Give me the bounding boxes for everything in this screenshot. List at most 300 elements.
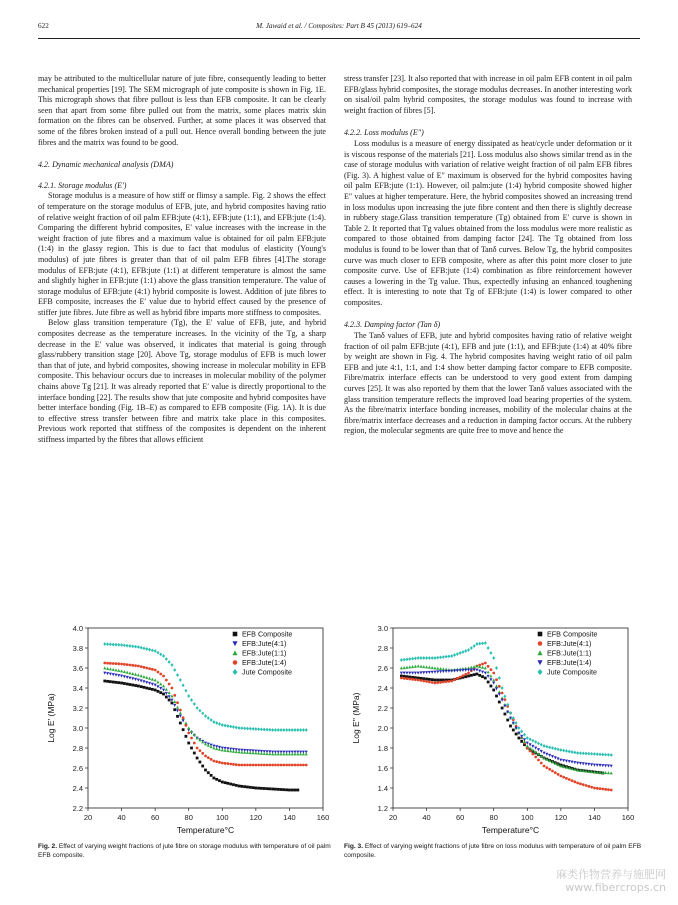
data-point bbox=[428, 671, 431, 674]
data-point bbox=[126, 683, 129, 686]
data-point bbox=[305, 728, 308, 732]
data-point bbox=[168, 691, 171, 694]
data-point bbox=[537, 759, 540, 762]
data-point bbox=[571, 779, 574, 782]
data-point bbox=[285, 764, 288, 767]
data-point bbox=[504, 698, 507, 701]
x-tick-label: 140 bbox=[588, 813, 601, 822]
data-point bbox=[489, 674, 492, 677]
data-point bbox=[590, 763, 593, 766]
data-point bbox=[576, 782, 579, 785]
data-point bbox=[187, 742, 190, 745]
data-point bbox=[260, 752, 263, 755]
data-point bbox=[179, 678, 182, 682]
data-point bbox=[137, 665, 140, 668]
figure-3 bbox=[345, 620, 640, 840]
data-point bbox=[534, 740, 537, 744]
data-point bbox=[131, 677, 134, 680]
right-column bbox=[344, 74, 632, 437]
data-point bbox=[252, 764, 255, 767]
data-point bbox=[176, 706, 179, 709]
data-point bbox=[501, 686, 504, 690]
data-point bbox=[238, 726, 241, 730]
data-point bbox=[439, 670, 442, 673]
data-point bbox=[503, 705, 506, 708]
data-point bbox=[157, 690, 160, 693]
data-point bbox=[470, 666, 473, 669]
data-point bbox=[263, 787, 266, 790]
data-point bbox=[545, 745, 548, 749]
data-point bbox=[593, 752, 596, 756]
data-point bbox=[173, 668, 176, 672]
caption-text: Effect of varying weight fractions of jute fibre on storage modulus with temperature of oil palm EFB composite. bbox=[38, 843, 331, 859]
data-point bbox=[243, 764, 246, 767]
section-heading: 4.2. Dynamic mechanical analysis (DMA) bbox=[38, 160, 174, 170]
data-point bbox=[179, 715, 182, 718]
data-point bbox=[288, 764, 291, 767]
subsection-heading: 4.2.1. Storage modulus (E′) bbox=[38, 180, 127, 190]
data-point bbox=[288, 789, 291, 792]
data-point bbox=[154, 689, 157, 692]
data-point bbox=[501, 699, 504, 702]
data-point bbox=[475, 669, 478, 672]
data-point bbox=[282, 788, 285, 791]
data-point bbox=[476, 673, 479, 676]
data-point bbox=[411, 678, 414, 681]
data-point bbox=[271, 764, 274, 767]
data-point bbox=[117, 681, 120, 684]
data-point bbox=[405, 672, 408, 675]
data-point bbox=[232, 783, 235, 786]
data-point bbox=[182, 719, 185, 722]
data-point bbox=[467, 675, 470, 678]
data-point bbox=[520, 740, 523, 743]
data-point bbox=[548, 754, 551, 757]
data-point bbox=[428, 678, 431, 681]
paragraph: may be attributed to the multicellular nature of jute fibre, consequently leading to better mechanical properties [19]. The SEM micrograph of jute composite is shown in Fig. 1E. This micrograph shows that fibre pullout is less than EFB composite. It can be clearly seen that apart from some fibre pulled out from the matrix, some places matrix skin formation on the fibres can be observed. Further, at some places it was observed that some of the fibres broken instead of a pull out. Hence overall bonding between the jute fibres and the matrix was found to be good. bbox=[38, 74, 326, 147]
data-point bbox=[263, 728, 266, 732]
data-point bbox=[299, 752, 302, 755]
data-point bbox=[408, 672, 411, 675]
data-point bbox=[285, 752, 288, 755]
data-point bbox=[439, 681, 442, 684]
data-point bbox=[487, 681, 490, 684]
data-point bbox=[154, 669, 157, 672]
data-point bbox=[411, 672, 414, 675]
data-point bbox=[282, 728, 285, 732]
data-point bbox=[151, 683, 154, 686]
y-tick-label: 1.8 bbox=[377, 744, 388, 753]
data-point bbox=[218, 779, 221, 782]
data-point bbox=[302, 728, 305, 732]
data-point bbox=[475, 642, 478, 646]
legend-label: EFB:Jute(1:1) bbox=[242, 648, 287, 658]
data-point bbox=[433, 671, 436, 674]
data-point bbox=[226, 749, 229, 752]
data-point bbox=[417, 679, 420, 682]
legend-marker bbox=[537, 660, 542, 665]
data-point bbox=[252, 751, 255, 754]
data-point bbox=[445, 680, 448, 683]
caption-label: Fig. 3. bbox=[344, 843, 364, 850]
data-point bbox=[215, 747, 218, 750]
data-point bbox=[492, 672, 495, 675]
data-point bbox=[134, 673, 137, 676]
data-point bbox=[232, 750, 235, 753]
data-point bbox=[123, 675, 126, 678]
data-point bbox=[221, 762, 224, 765]
data-point bbox=[420, 679, 423, 682]
y-tick-label: 2.4 bbox=[72, 784, 83, 793]
data-point bbox=[243, 727, 246, 731]
data-point bbox=[411, 665, 414, 668]
data-point bbox=[473, 644, 476, 648]
data-point bbox=[293, 728, 296, 732]
data-point bbox=[263, 764, 266, 767]
plot-frame bbox=[88, 628, 323, 808]
watermark-line: 麻类作物营养与施肥网 bbox=[556, 868, 666, 881]
data-point bbox=[408, 678, 411, 681]
data-point bbox=[543, 765, 546, 768]
data-point bbox=[291, 764, 294, 767]
watermark-line: www.fibercrops.cn bbox=[565, 881, 666, 894]
data-point bbox=[207, 716, 210, 720]
data-point bbox=[148, 677, 151, 680]
data-point bbox=[260, 764, 263, 767]
data-point bbox=[571, 761, 574, 764]
data-point bbox=[199, 749, 202, 752]
data-point bbox=[551, 770, 554, 773]
data-point bbox=[159, 687, 162, 690]
data-point bbox=[529, 746, 532, 749]
data-point bbox=[506, 719, 509, 722]
data-point bbox=[495, 684, 498, 687]
data-point bbox=[285, 728, 288, 732]
data-point bbox=[238, 764, 241, 767]
data-point bbox=[246, 764, 249, 767]
data-point bbox=[243, 785, 246, 788]
data-point bbox=[112, 662, 115, 665]
data-point bbox=[473, 669, 476, 672]
data-point bbox=[590, 752, 593, 756]
data-point bbox=[120, 669, 123, 672]
legend-label: EFB:Jute(1:4) bbox=[242, 658, 287, 668]
data-point bbox=[168, 699, 171, 702]
data-point bbox=[212, 720, 215, 724]
data-point bbox=[179, 722, 182, 725]
data-point bbox=[540, 762, 543, 765]
data-point bbox=[554, 771, 557, 774]
data-point bbox=[137, 685, 140, 688]
data-point bbox=[498, 676, 501, 680]
data-point bbox=[495, 695, 498, 698]
data-point bbox=[439, 667, 442, 670]
data-point bbox=[487, 675, 490, 678]
data-point bbox=[568, 750, 571, 754]
data-point bbox=[610, 765, 613, 768]
data-point bbox=[436, 667, 439, 670]
data-point bbox=[302, 752, 305, 755]
data-point bbox=[302, 764, 305, 767]
data-point bbox=[156, 651, 159, 655]
data-point bbox=[414, 665, 417, 668]
data-point bbox=[503, 695, 506, 699]
data-point bbox=[447, 670, 450, 673]
data-point bbox=[587, 752, 590, 756]
data-point bbox=[523, 738, 526, 741]
legend-marker bbox=[538, 641, 543, 646]
data-point bbox=[596, 752, 599, 756]
data-point bbox=[148, 648, 151, 652]
data-point bbox=[196, 706, 199, 710]
data-point bbox=[187, 726, 190, 729]
data-point bbox=[531, 745, 534, 748]
data-point bbox=[573, 780, 576, 783]
data-point bbox=[305, 764, 308, 767]
y-tick-label: 3.0 bbox=[377, 624, 388, 633]
data-point bbox=[114, 674, 117, 677]
legend-marker bbox=[232, 641, 237, 646]
data-point bbox=[114, 668, 117, 671]
data-point bbox=[422, 680, 425, 683]
data-point bbox=[509, 725, 512, 728]
data-point bbox=[296, 764, 299, 767]
y-tick-label: 2.8 bbox=[377, 644, 388, 653]
data-point bbox=[123, 682, 126, 685]
data-point bbox=[115, 681, 118, 684]
data-point bbox=[165, 679, 168, 682]
data-point bbox=[210, 745, 213, 748]
data-point bbox=[235, 763, 238, 766]
data-point bbox=[106, 672, 109, 675]
data-point bbox=[492, 682, 495, 685]
data-point bbox=[604, 788, 607, 791]
data-point bbox=[576, 762, 579, 765]
data-point bbox=[128, 677, 131, 680]
y-tick-label: 4.0 bbox=[72, 624, 83, 633]
data-point bbox=[218, 722, 221, 726]
data-point bbox=[145, 676, 148, 679]
x-tick-label: 40 bbox=[117, 813, 126, 822]
data-point bbox=[165, 657, 168, 661]
data-point bbox=[526, 736, 529, 740]
caption-text: Effect of varying weight fractions of jute fibre on loss modulus with temperature of oil palm EFB composite. bbox=[344, 843, 642, 859]
data-point bbox=[545, 753, 548, 756]
data-point bbox=[165, 696, 168, 699]
data-point bbox=[117, 669, 120, 672]
data-point bbox=[201, 752, 204, 755]
data-point bbox=[604, 764, 607, 767]
data-point bbox=[495, 678, 498, 681]
data-point bbox=[456, 677, 459, 680]
data-point bbox=[557, 757, 560, 760]
data-point bbox=[176, 701, 179, 704]
data-point bbox=[400, 677, 403, 680]
data-point bbox=[221, 723, 224, 727]
data-point bbox=[126, 676, 129, 679]
y-tick-label: 1.2 bbox=[377, 804, 388, 813]
data-point bbox=[224, 762, 227, 765]
data-point bbox=[459, 669, 462, 672]
legend-label: EFB:Jute(1:4) bbox=[547, 658, 592, 668]
data-point bbox=[123, 644, 126, 648]
data-point bbox=[170, 699, 173, 702]
data-point bbox=[448, 680, 451, 683]
data-point bbox=[226, 782, 229, 785]
data-point bbox=[296, 728, 299, 732]
legend-label: Jute Composite bbox=[547, 667, 597, 677]
data-point bbox=[120, 675, 123, 678]
data-point bbox=[540, 743, 543, 747]
data-point bbox=[140, 685, 143, 688]
data-point bbox=[187, 732, 190, 735]
data-point bbox=[131, 664, 134, 667]
data-point bbox=[400, 666, 403, 669]
data-point bbox=[277, 728, 280, 732]
data-point bbox=[492, 689, 495, 692]
x-tick-label: 20 bbox=[388, 813, 398, 822]
data-point bbox=[442, 681, 445, 684]
data-point bbox=[442, 655, 445, 659]
data-point bbox=[512, 729, 515, 732]
data-point bbox=[109, 680, 112, 683]
data-point bbox=[137, 679, 140, 682]
y-tick-label: 1.4 bbox=[377, 784, 388, 793]
y-axis-label: Log E' (MPa) bbox=[46, 693, 56, 743]
data-point bbox=[529, 750, 532, 753]
data-point bbox=[294, 789, 297, 792]
data-point bbox=[182, 728, 185, 731]
data-point bbox=[587, 785, 590, 788]
data-point bbox=[296, 752, 299, 755]
figure-3-caption bbox=[344, 843, 644, 861]
data-point bbox=[568, 778, 571, 781]
data-point bbox=[417, 656, 420, 660]
data-point bbox=[531, 748, 534, 751]
watermark bbox=[556, 868, 666, 894]
data-point bbox=[145, 647, 148, 651]
data-point bbox=[128, 671, 131, 674]
data-point bbox=[599, 787, 602, 790]
data-point bbox=[481, 666, 484, 669]
data-point bbox=[582, 783, 585, 786]
data-point bbox=[117, 662, 120, 665]
data-point bbox=[405, 666, 408, 669]
data-point bbox=[280, 788, 283, 791]
data-point bbox=[607, 764, 610, 767]
data-point bbox=[431, 666, 434, 669]
paragraph: Loss modulus is a measure of energy dissipated as heat/cycle under deformation or it is viscous response of the materials [21]. Loss modulus also shows similar trend as in the case of storage modulus with variation of relative weight fraction of oil palm EFB fibres (Fig. 3). A highest value of E″ maximum is observed for the hybrid composites having oil palm EFB:jute (1:1). However, oil palm:jute (1:4) hybrid composite showed higher E″ values at higher temperature. Here, the hybrid composites showed an increasing trend in loss modulus upon increasing the jute fibre content and then there is slightly decrease in rubbery stage.Glass transition temperature (Tg) obtained from E′ curve is shown in Table 2. It reported that Tg values obtained from the loss modulus were more realistic as compared to those obtained from damping factor [24]. The Tg obtained from loss modulus is found to be lower than that of Tanδ curves. Below Tg, the hybrid composites curve was much closer to EFB composite, where as after this point more closer to jute composite curve. Use of EFB:jute (1:4) combination as fibre reinforcement however causes a lowering in the Tg value. Thus, expectedly infusing an enhanced toughening effect. It is interesting to note that Tg of EFB:jute (1:4) is lower compared to other composites. bbox=[344, 138, 632, 307]
data-point bbox=[545, 766, 548, 769]
data-point bbox=[294, 764, 297, 767]
x-tick-label: 120 bbox=[554, 813, 568, 822]
legend-marker bbox=[537, 669, 542, 675]
data-point bbox=[537, 748, 540, 751]
data-point bbox=[115, 662, 118, 665]
figure-2 bbox=[40, 620, 335, 840]
data-point bbox=[171, 687, 174, 690]
data-point bbox=[534, 756, 537, 759]
data-point bbox=[490, 668, 493, 671]
data-point bbox=[142, 680, 145, 683]
data-point bbox=[596, 787, 599, 790]
data-point bbox=[176, 709, 179, 712]
data-point bbox=[128, 644, 131, 648]
data-point bbox=[579, 782, 582, 785]
data-point bbox=[425, 678, 428, 681]
data-point bbox=[274, 788, 277, 791]
data-point bbox=[593, 764, 596, 767]
subsection-heading: 4.2.2. Loss modulus (E″) bbox=[344, 128, 424, 138]
data-point bbox=[103, 662, 106, 665]
data-point bbox=[204, 742, 207, 745]
data-point bbox=[120, 663, 123, 666]
data-point bbox=[487, 670, 490, 673]
legend-label: EFB:Jute(4:1) bbox=[242, 639, 287, 649]
data-point bbox=[565, 749, 568, 753]
data-point bbox=[610, 789, 613, 792]
data-point bbox=[579, 762, 582, 765]
legend-marker bbox=[233, 632, 238, 637]
data-point bbox=[134, 684, 137, 687]
x-axis-label: Temperature°C bbox=[481, 825, 540, 835]
data-point bbox=[584, 752, 587, 756]
data-point bbox=[168, 660, 171, 664]
data-point bbox=[151, 677, 154, 680]
data-point bbox=[291, 728, 294, 732]
data-point bbox=[559, 759, 562, 762]
data-point bbox=[165, 688, 168, 691]
data-point bbox=[422, 656, 425, 660]
data-point bbox=[531, 753, 534, 756]
data-point bbox=[495, 687, 498, 690]
paragraph: stress transfer [23]. It also reported that with increase in oil palm EFB content in oil palm EFB/glass hybrid composites, the storage modulus decreases. In another interesting work on sisal/oil palm hybrid composites, the storage modulus was found to increase with weight fraction of fibres [5]. bbox=[344, 74, 632, 115]
data-point bbox=[179, 709, 182, 712]
y-tick-label: 2.8 bbox=[72, 744, 83, 753]
x-tick-label: 160 bbox=[316, 813, 330, 822]
data-point bbox=[288, 728, 291, 732]
data-point bbox=[610, 753, 613, 757]
data-point bbox=[109, 643, 112, 647]
data-point bbox=[254, 764, 257, 767]
data-point bbox=[142, 675, 145, 678]
data-point bbox=[173, 708, 176, 711]
data-point bbox=[129, 683, 132, 686]
data-point bbox=[464, 673, 467, 676]
data-point bbox=[254, 787, 257, 790]
legend-label: EFB:Jute(1:1) bbox=[547, 648, 592, 658]
data-point bbox=[249, 727, 252, 731]
data-point bbox=[408, 657, 411, 661]
data-point bbox=[156, 685, 159, 688]
data-point bbox=[405, 658, 408, 662]
data-point bbox=[573, 761, 576, 764]
data-point bbox=[403, 666, 406, 669]
data-point bbox=[576, 751, 579, 755]
data-point bbox=[215, 721, 218, 725]
data-point bbox=[215, 778, 218, 781]
data-point bbox=[489, 678, 492, 681]
data-point bbox=[579, 751, 582, 755]
data-point bbox=[204, 755, 207, 758]
data-point bbox=[274, 764, 277, 767]
data-point bbox=[419, 671, 422, 674]
x-tick-label: 80 bbox=[184, 813, 193, 822]
data-point bbox=[229, 749, 232, 752]
data-point bbox=[495, 666, 498, 670]
data-point bbox=[445, 670, 448, 673]
data-point bbox=[459, 676, 462, 679]
